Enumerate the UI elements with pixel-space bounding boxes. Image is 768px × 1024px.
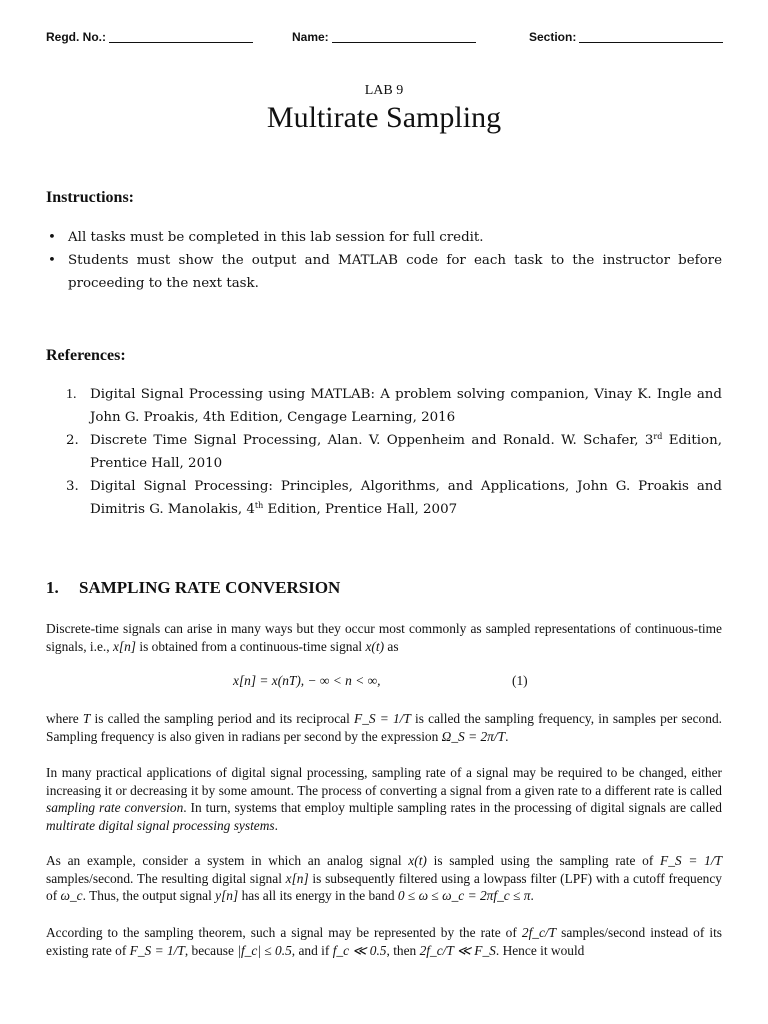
name-label: Name: <box>292 30 329 44</box>
equation-number: (1) <box>512 673 528 688</box>
list-item <box>66 383 722 429</box>
reference-number: 3. <box>66 479 79 494</box>
reference-text: Digital Signal Processing using MATLAB: A problem solving companion, Vinay K. Ingle and John G. Proakis, 4th Edition, Cengage Learning, 2016 <box>90 387 722 425</box>
reference-text: Discrete Time Signal Processing, Alan. V. Oppenheim and Ronald. W. Schafer, 3 <box>90 433 654 448</box>
instructions-heading: Instructions: <box>46 189 135 206</box>
text: . Thus, the output signal <box>82 888 216 903</box>
paragraph-1 <box>46 620 722 655</box>
text: Discrete-time signals can arise in many ways but they occur most commonly as sampled representations of continuous-time signals, i.e., <box>46 621 722 654</box>
math-omega-c: ω_c <box>60 888 83 903</box>
text: is sampled using the sampling rate of <box>426 853 661 868</box>
math-y-n: y[n] <box>215 888 239 903</box>
list-item <box>66 475 722 521</box>
text: According to the sampling theorem, such a signal may be represented by the rate of <box>46 925 522 940</box>
text: where <box>46 711 83 726</box>
emphasis: multirate digital signal processing systems <box>46 817 275 833</box>
text: samples/second. The resulting digital signal <box>46 870 286 886</box>
reference-number: 1. <box>66 387 77 402</box>
math-abs-fc: |f_c| ≤ 0.5 <box>237 942 292 958</box>
text: . <box>530 888 534 903</box>
text: is obtained from a continuous-time signal <box>136 638 366 654</box>
name-blank <box>332 32 476 43</box>
math-x-t: x(t) <box>365 638 385 654</box>
math-band: 0 ≤ ω ≤ ω_c = 2πf_c ≤ π <box>397 888 531 903</box>
section-heading <box>46 578 340 598</box>
section-field <box>529 30 723 44</box>
math-rate: 2f_c/T <box>521 925 557 940</box>
regd-no-field <box>46 30 253 44</box>
text: , then <box>386 942 420 958</box>
text: . Hence it would <box>495 942 585 958</box>
reference-number: 2. <box>66 433 79 448</box>
text: is subsequently filtered using a lowpass filter (LPF) with a cutoff frequency of <box>46 870 722 903</box>
lab-label: LAB 9 <box>364 83 404 98</box>
math-x-n: x[n] <box>112 638 137 654</box>
section-label: Section: <box>529 30 577 44</box>
text: As an example, consider a system in which an analog signal <box>46 853 409 868</box>
text: . In turn, systems that employ multiple sampling rates in the processing of digital signals are called <box>183 800 722 815</box>
text: is called the sampling frequency, in samples per second. Sampling frequency is also given in radians per second by the expression <box>46 711 722 744</box>
math-fs: F_S = 1/T <box>354 711 411 726</box>
reference-text: Digital Signal Processing: Principles, Algorithms, and Applications, John G. Proakis and Dimitris G. Manolakis, 4 <box>90 479 722 517</box>
text: has all its energy in the band <box>238 888 398 903</box>
list-item <box>66 429 722 475</box>
reference-text-cont: Edition, Prentice Hall, 2010 <box>90 433 722 471</box>
references-list <box>66 383 722 521</box>
text: as <box>384 638 399 654</box>
math-fs: F_S = 1/T <box>660 853 722 868</box>
math-omega-s: Ω_S = 2π/T <box>441 728 506 744</box>
reference-superscript: rd <box>653 432 663 441</box>
regd-no-blank <box>109 32 253 43</box>
reference-superscript: th <box>254 501 264 510</box>
emphasis: sampling rate conversion <box>46 800 184 815</box>
text: samples/second instead of its existing rate of <box>46 925 722 958</box>
math-rate-compare: 2f_c/T ≪ F_S <box>419 942 496 958</box>
list-item: • Students must show the output and MATLAB code for each task to the instructor before proceeding to the next task. <box>46 249 722 295</box>
equation-1: x[n] = x(nT), − ∞ < n < ∞, <box>233 673 381 688</box>
math-fc: f_c ≪ 0.5 <box>332 942 387 958</box>
text: In many practical applications of digital signal processing, sampling rate of a signal may be required to be changed, either increasing it or decreasing it by some amount. The process of converting a signal from a given rate to a different rate is called <box>46 765 722 798</box>
section-title: SAMPLING RATE CONVERSION <box>79 578 341 597</box>
references-heading: References: <box>46 347 126 364</box>
text: . <box>274 817 278 833</box>
math-fs: F_S = 1/T <box>129 942 185 958</box>
section-blank <box>579 32 723 43</box>
reference-text-cont: Edition, Prentice Hall, 2007 <box>263 502 458 517</box>
text: is called the sampling period and its reciprocal <box>90 711 355 726</box>
list-item: • All tasks must be completed in this lab session for full credit. <box>46 226 722 249</box>
paragraph-3 <box>46 764 722 834</box>
section-number: 1. <box>46 578 59 597</box>
regd-no-label: Regd. No.: <box>46 30 106 44</box>
paragraph-2 <box>46 710 722 745</box>
math-T: T <box>82 711 91 726</box>
text: , and if <box>291 942 333 958</box>
text: . <box>505 728 509 744</box>
text: , because <box>184 942 238 958</box>
paragraph-4 <box>46 852 722 905</box>
paragraph-5 <box>46 924 722 959</box>
math-x-t: x(t) <box>408 853 427 868</box>
name-field <box>292 30 476 44</box>
instructions-list <box>46 226 722 295</box>
math-x-n: x[n] <box>285 870 309 886</box>
page-title: Multirate Sampling <box>266 101 502 134</box>
